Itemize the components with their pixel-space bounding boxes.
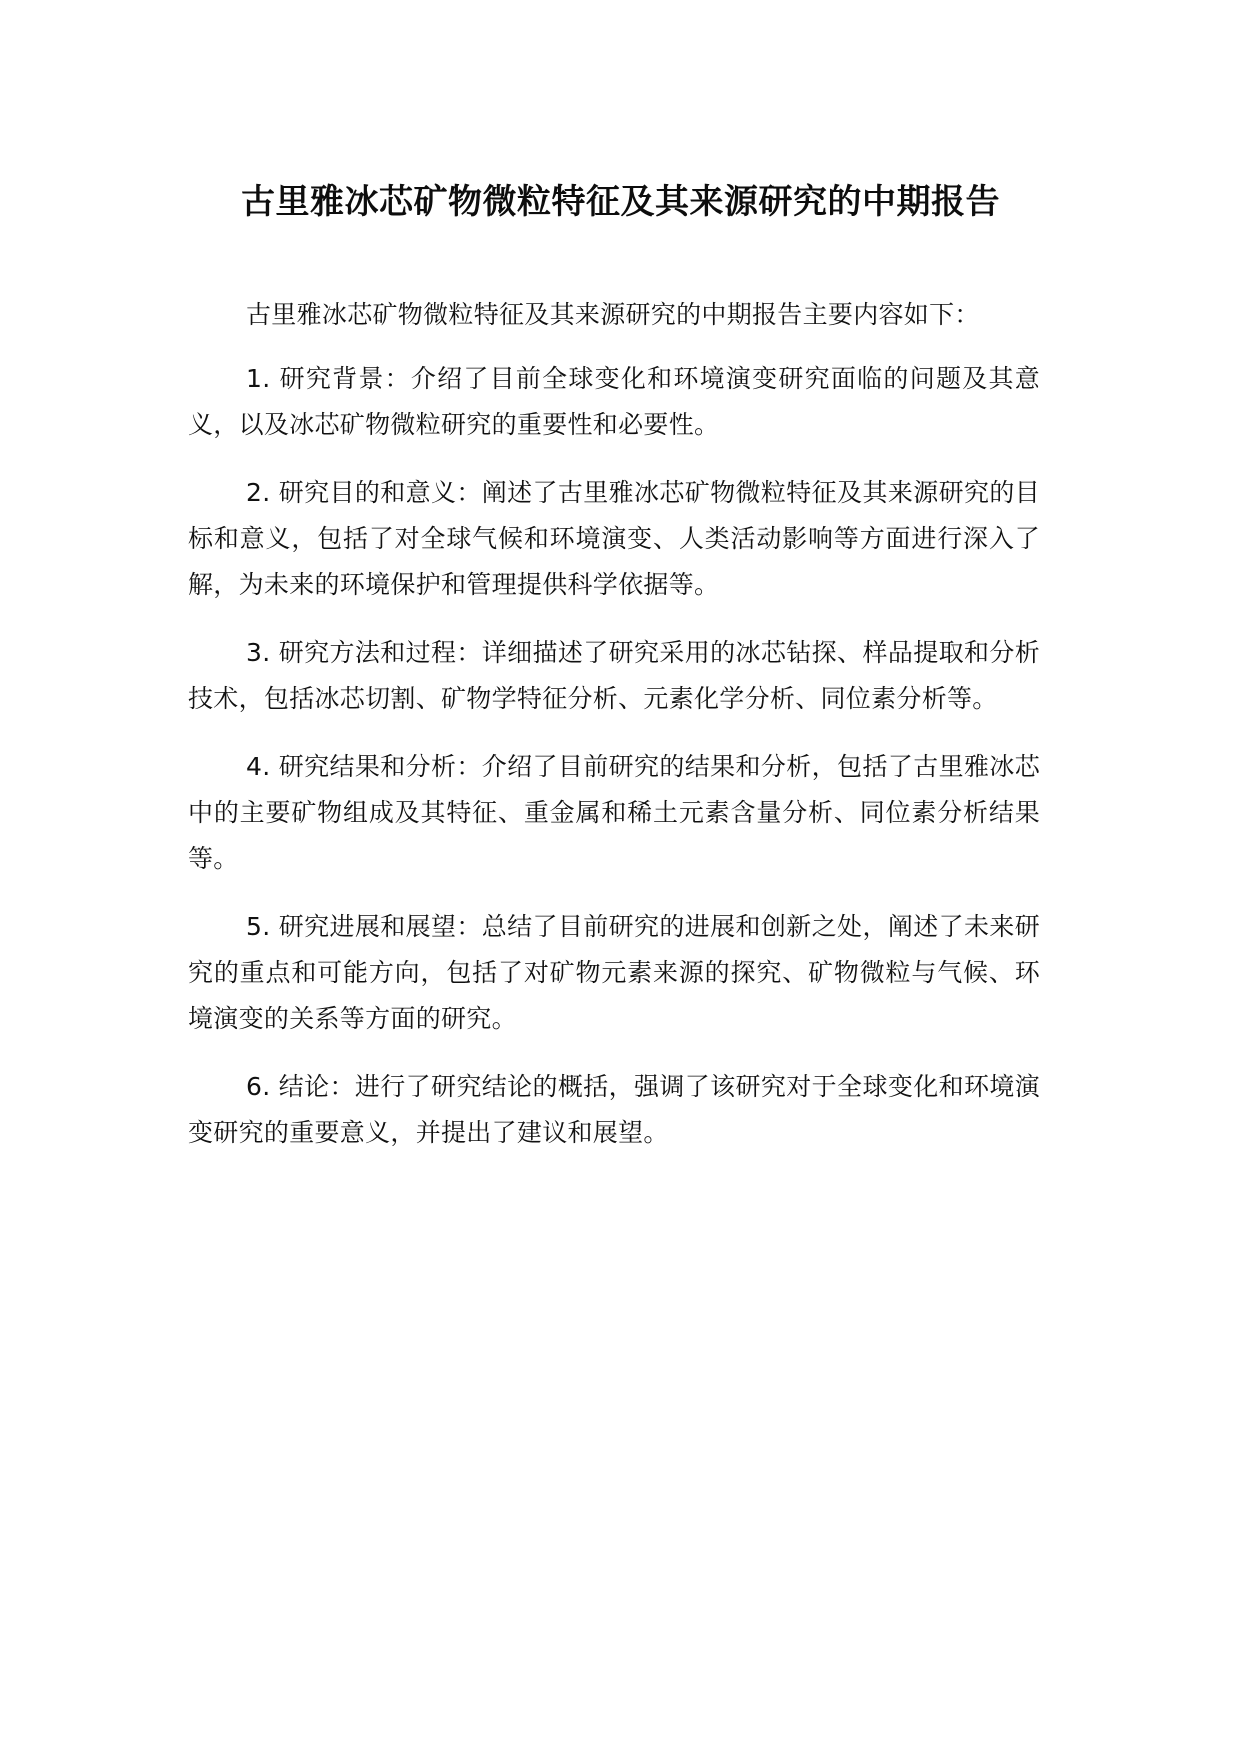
document-body	[188, 292, 1040, 1178]
intro-paragraph: 古里雅冰芯矿物微粒特征及其来源研究的中期报告主要内容如下：	[246, 300, 980, 329]
item-research-results: 4. 研究结果和分析：介绍了目前研究的结果和分析，包括了古里雅冰芯中的主要矿物组成及其特征、重金属和稀土元素含量分析、同位素分析结果等。	[188, 752, 1040, 873]
item-research-progress: 5. 研究进展和展望：总结了目前研究的进展和创新之处，阐述了未来研究的重点和可能方向，包括了对矿物元素来源的探究、矿物微粒与气候、环境演变的关系等方面的研究。	[188, 912, 1040, 1033]
item-research-methods: 3. 研究方法和过程：详细描述了研究采用的冰芯钻探、样品提取和分析技术，包括冰芯切割、矿物学特征分析、元素化学分析、同位素分析等。	[188, 638, 1040, 713]
item-conclusion: 6. 结论：进行了研究结论的概括，强调了该研究对于全球变化和环境演变研究的重要意义，并提出了建议和展望。	[188, 1072, 1040, 1147]
item-research-purpose: 2. 研究目的和意义：阐述了古里雅冰芯矿物微粒特征及其来源研究的目标和意义，包括了对全球气候和环境演变、人类活动影响等方面进行深入了解，为未来的环境保护和管理提供科学依据等。	[188, 478, 1040, 599]
item-research-background: 1. 研究背景：介绍了目前全球变化和环境演变研究面临的问题及其意义，以及冰芯矿物微粒研究的重要性和必要性。	[188, 364, 1040, 439]
document-title: 古里雅冰芯矿物微粒特征及其来源研究的中期报告	[241, 182, 1000, 222]
